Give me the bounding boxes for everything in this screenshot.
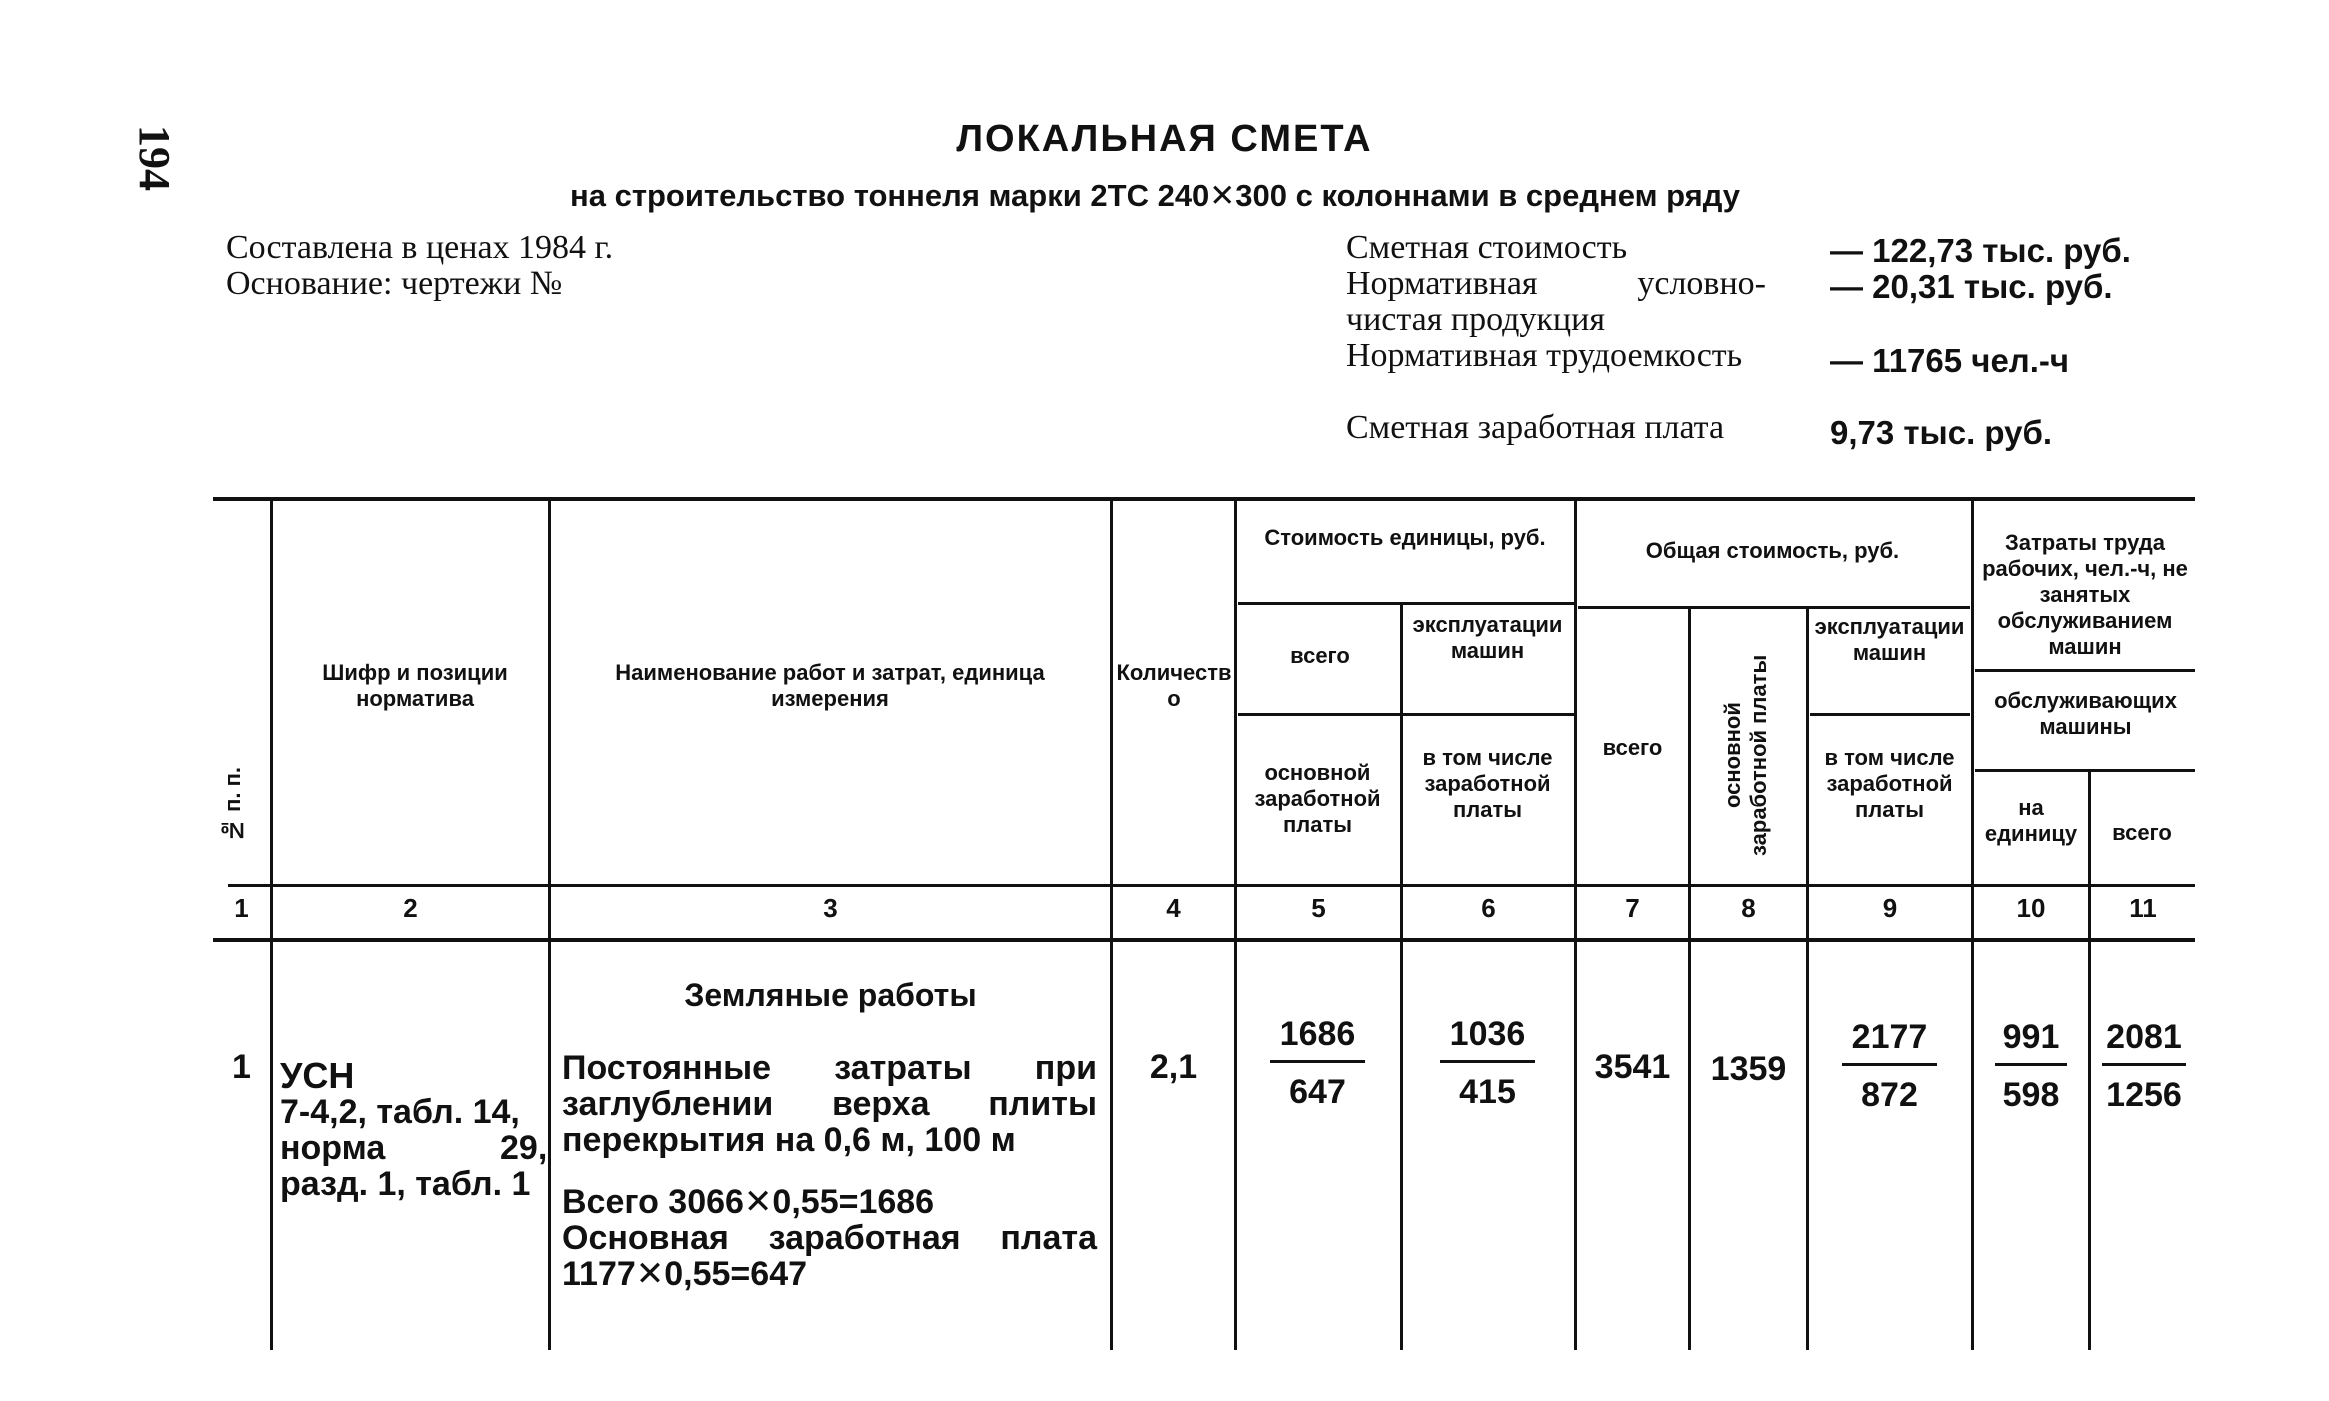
col-rule-5 xyxy=(1400,602,1403,1350)
summary-label-labor: Нормативная трудоемкость xyxy=(1346,337,1743,374)
colnum-3: 3 xyxy=(823,893,838,923)
rule-unit-cost xyxy=(1238,602,1574,605)
norm-code-3a: норма xyxy=(280,1129,386,1167)
norm-code-1: УСН xyxy=(280,1055,355,1096)
prices-note: Составлена в ценах 1984 г. xyxy=(226,229,614,266)
header-unit-total: всего xyxy=(1290,643,1350,668)
cell-col5 xyxy=(1270,1015,1365,1112)
col10-unit-serv: 598 xyxy=(2002,1076,2060,1114)
header-col4: Количество xyxy=(1116,660,1232,711)
col9-mach: 2177 xyxy=(1842,1018,1937,1066)
cell-col6 xyxy=(1440,1015,1535,1112)
calc-wage-value: 1177✕0,55=647 xyxy=(562,1255,808,1293)
colnum-7: 7 xyxy=(1625,893,1640,923)
colnum-9: 9 xyxy=(1882,893,1898,923)
header-total-mach: эксплуатации машин xyxy=(1814,614,1965,665)
norm-code-4: разд. 1, табл. 1 xyxy=(280,1165,531,1203)
col11-total: 2081 xyxy=(2102,1018,2186,1066)
header-unit-cost: Стоимость единицы, руб. xyxy=(1264,525,1546,550)
col7-total: 3541 xyxy=(1594,1048,1671,1086)
colnum-6: 6 xyxy=(1481,893,1496,923)
rule-total-mach xyxy=(1810,713,1970,716)
col8-base: 1359 xyxy=(1710,1050,1787,1088)
col6-mach: 1036 xyxy=(1440,1015,1535,1063)
header-unit-base: основной заработной платы xyxy=(1254,760,1381,837)
cell-col9 xyxy=(1842,1018,1937,1115)
colnum-10: 10 xyxy=(2016,893,2046,923)
rule-total-cost xyxy=(1578,606,1970,609)
cell-col10 xyxy=(1995,1018,2067,1115)
work-description: Постоянные затраты при заглублении верха плиты перекрытия на 0,6 м, 100 м xyxy=(562,1049,1097,1159)
norm-code-3b: 29, xyxy=(500,1129,548,1167)
summary-value-wage: 9,73 тыс. руб. xyxy=(1830,414,2053,451)
header-total-base: основной заработной платы xyxy=(1720,654,1771,856)
cell-col11 xyxy=(2102,1018,2186,1115)
calc-total: Всего 3066✕0,55=1686 xyxy=(562,1183,935,1221)
col5-total: 1686 xyxy=(1270,1015,1365,1063)
rule-labor xyxy=(1975,669,2195,672)
header-total-mach-wage: в том числе заработной платы xyxy=(1824,745,1955,822)
colnum-4: 4 xyxy=(1166,893,1181,923)
col-rule-7 xyxy=(1688,606,1691,1350)
summary-label-production: Нормативная условно-чистая продукция xyxy=(1346,265,1766,338)
document-title: ЛОКАЛЬНАЯ СМЕТА xyxy=(956,118,1373,160)
header-col3: Наименование работ и затрат, единица измерения xyxy=(615,660,1045,711)
rule-unit-cost-2 xyxy=(1238,713,1574,716)
calc-wage-label: Основная заработная плата xyxy=(562,1219,1097,1257)
summary-value-cost: — 122,73 тыс. руб. xyxy=(1830,232,2131,269)
page-number: 194 xyxy=(130,125,179,191)
header-labor-unit: на единицу xyxy=(1984,795,2078,846)
colnum-8: 8 xyxy=(1741,893,1756,923)
col11-total-serv: 1256 xyxy=(2106,1076,2182,1114)
col10-unit: 991 xyxy=(1995,1018,2067,1066)
header-unit-mach-wage: в том числе заработной платы xyxy=(1422,745,1553,822)
header-total-cost: Общая стоимость, руб. xyxy=(1645,538,1900,563)
col-rule-10 xyxy=(2088,769,2091,1350)
norm-code-2: 7-4,2, табл. 14, xyxy=(280,1093,520,1131)
col6-mach-wage: 415 xyxy=(1459,1073,1516,1111)
header-total-all: всего xyxy=(1602,735,1663,760)
colnum-2: 2 xyxy=(403,893,418,923)
header-labor: Затраты труда рабочих, чел.-ч, не занятых обслуживанием машин xyxy=(1982,530,2188,659)
summary-value-production: — 20,31 тыс. руб. xyxy=(1830,268,2113,305)
header-labor-total: всего xyxy=(2112,820,2172,845)
header-col1: № п. п. xyxy=(220,766,245,844)
summary-value-labor: — 11765 чел.-ч xyxy=(1830,342,2070,379)
summary-label-wage: Сметная заработная плата xyxy=(1346,409,1725,446)
colnum-1: 1 xyxy=(234,893,249,923)
colnum-5: 5 xyxy=(1311,893,1326,923)
col5-base: 647 xyxy=(1289,1073,1346,1111)
header-col2: Шифр и позиции норматива xyxy=(322,660,508,711)
header-labor-serv: обслуживающих машины xyxy=(1994,688,2177,739)
colnum-bottom-rule xyxy=(213,938,2195,942)
header-unit-mach: эксплуатации машин xyxy=(1412,612,1563,663)
summary-label-cost: Сметная стоимость xyxy=(1346,229,1628,266)
row-number: 1 xyxy=(232,1048,251,1086)
table-top-rule xyxy=(213,497,2195,501)
header-bottom-rule xyxy=(228,884,2195,887)
document-subtitle: на строительство тоннеля марки 2ТС 240✕300 с колоннами в среднем ряду xyxy=(570,178,1741,213)
section-title: Земляные работы xyxy=(684,977,977,1013)
col9-mach-wage: 872 xyxy=(1861,1076,1918,1114)
col-rule-8 xyxy=(1806,606,1809,1350)
qty: 2,1 xyxy=(1149,1048,1198,1086)
colnum-11: 11 xyxy=(2129,893,2157,923)
rule-labor-2 xyxy=(1975,769,2195,772)
basis-note: Основание: чертежи № xyxy=(226,265,563,302)
